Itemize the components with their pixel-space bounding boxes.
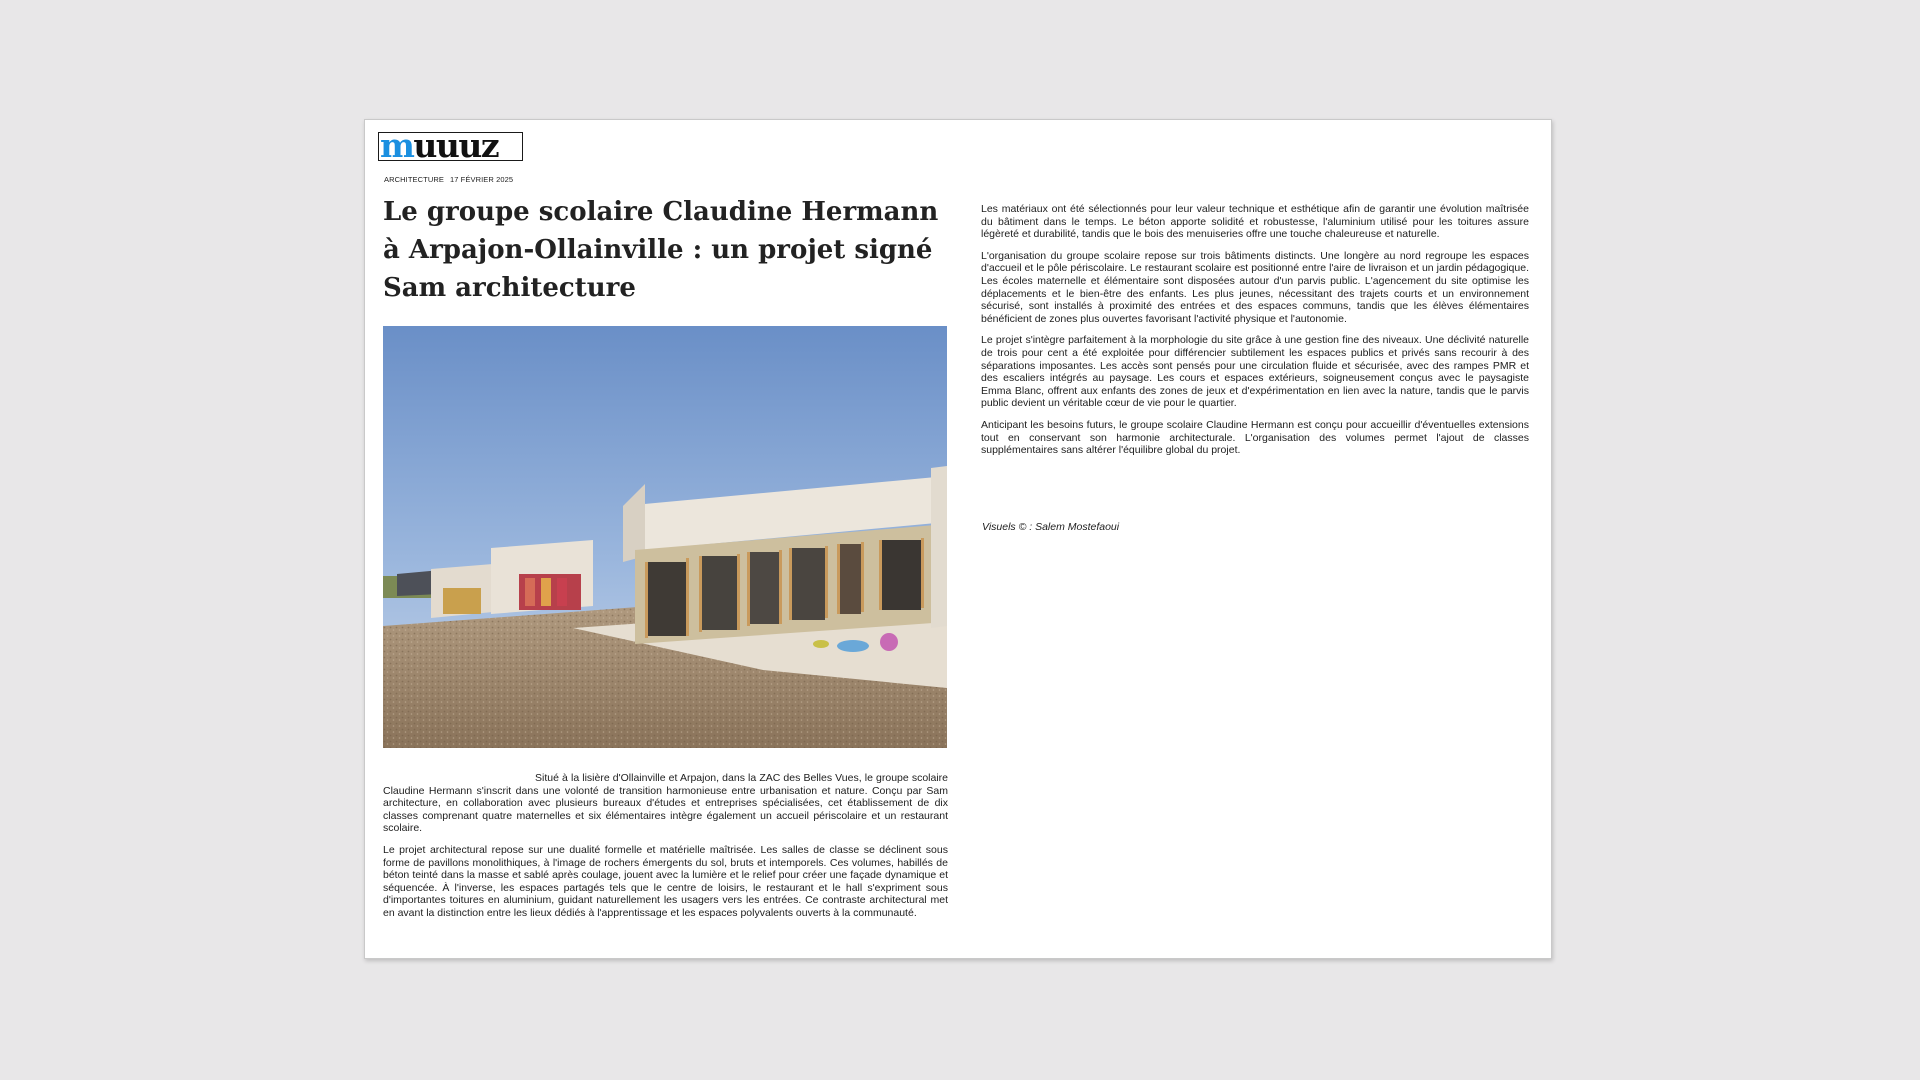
body-paragraph: L'organisation du groupe scolaire repose sur trois bâtiments distincts. Une longère au nord regroupe les espaces d'accueil et le pôle périscolaire. Le restaurant scolaire est positionné entre l'aire de livraison et un jardin pédagogique. Les écoles maternelle et élémentaire sont disposées autour d'un parvis public. L'agencement du site optimise les déplacements et le bien-être des enfants. Les plus jeunes, nécessitant des trajets courts et un environnement sécurisé, sont installés à proximité des entrées et des espaces communs, tandis que les élèves élémentaires bénéficient de zones plus ouvertes favorisant l'activité physique et l'autonomie. [981,249,1529,325]
article-body-right [981,203,1529,466]
school-building-photo [383,326,947,748]
body-paragraph: Situé à la lisière d'Ollainville et Arpajon, dans la ZAC des Belles Vues, le groupe scolaire Claudine Hermann s'inscrit dans une volonté de transition harmonieuse entre urbanisation et nature. Conçu par Sam architecture, en collaboration avec plusieurs bureaux d'études et entreprises spécialisées, cet établissement de dix classes comprenant quatre maternelles et six élémentaires intègre également un accueil périscolaire et un restaurant scolaire. [383,772,948,835]
article-body-left [383,772,948,929]
photo-credit: Visuels © : Salem Mostefaoui [982,521,1120,533]
article-meta [384,175,513,184]
article-page [364,119,1552,959]
publish-date: 17 FÉVRIER 2025 [449,175,514,184]
body-paragraph: Le projet s'intègre parfaitement à la morphologie du site grâce à une gestion fine des niveaux. Une déclivité naturelle de trois pour cent a été exploitée pour différencier subtilement les espaces publics et privés sans recourir à des séparations imposantes. Les accès sont pensés pour une circulation fluide et sécurisée, avec des rampes PMR et des escaliers intégrés au paysage. Les cours et espaces extérieurs, soigneusement conçus avec le paysagiste Emma Blanc, offrent aux enfants des zones de jeux et d'expérimentation en lien avec la nature, tandis que le parvis public devient un véritable cœur de vie pour le quartier. [981,334,1529,410]
body-paragraph: Le projet architectural repose sur une dualité formelle et matérielle maîtrisée. Les salles de classe se déclinent sous forme de pavillons monolithiques, à l'image de rochers émergents du sol, bruts et intemporels. Ces volumes, habillés de béton teinté dans la masse et sablé après coulage, jouent avec la lumière et le relief pour créer une façade dynamique et séquencée. À l'inverse, les espaces partagés tels que le centre de loisirs, le restaurant et le hall s'expriment sous d'importantes toitures en aluminium, guidant naturellement les usagers vers les entrées. Ce contraste architectural met en avant la distinction entre les lieux dédiés à l'apprentissage et les espaces polyvalents ouverts à la communauté. [383,843,948,919]
body-paragraph: Les matériaux ont été sélectionnés pour leur valeur technique et esthétique afin de garantir une évolution maîtrisée du bâtiment dans le temps. Le béton apporte solidité et robustesse, l'aluminium utilisé pour les toitures assure légèreté et durabilité, tandis que le bois des menuiseries offre une touche chaleureuse et naturelle. [981,203,1529,241]
article-title: Le groupe scolaire Claudine Hermann à Arpajon-Ollainville : un projet signé Sam architecture [383,197,939,303]
muuuz-logo[interactable]: muuuz [378,132,523,161]
body-paragraph: Anticipant les besoins futurs, le groupe scolaire Claudine Hermann est conçu pour accueillir d'éventuelles extensions tout en conservant son harmonie architecturale. L'organisation des volumes permet l'ajout de classes supplémentaires sans altérer l'équilibre global du projet. [981,418,1529,457]
category-label: ARCHITECTURE [384,175,444,184]
